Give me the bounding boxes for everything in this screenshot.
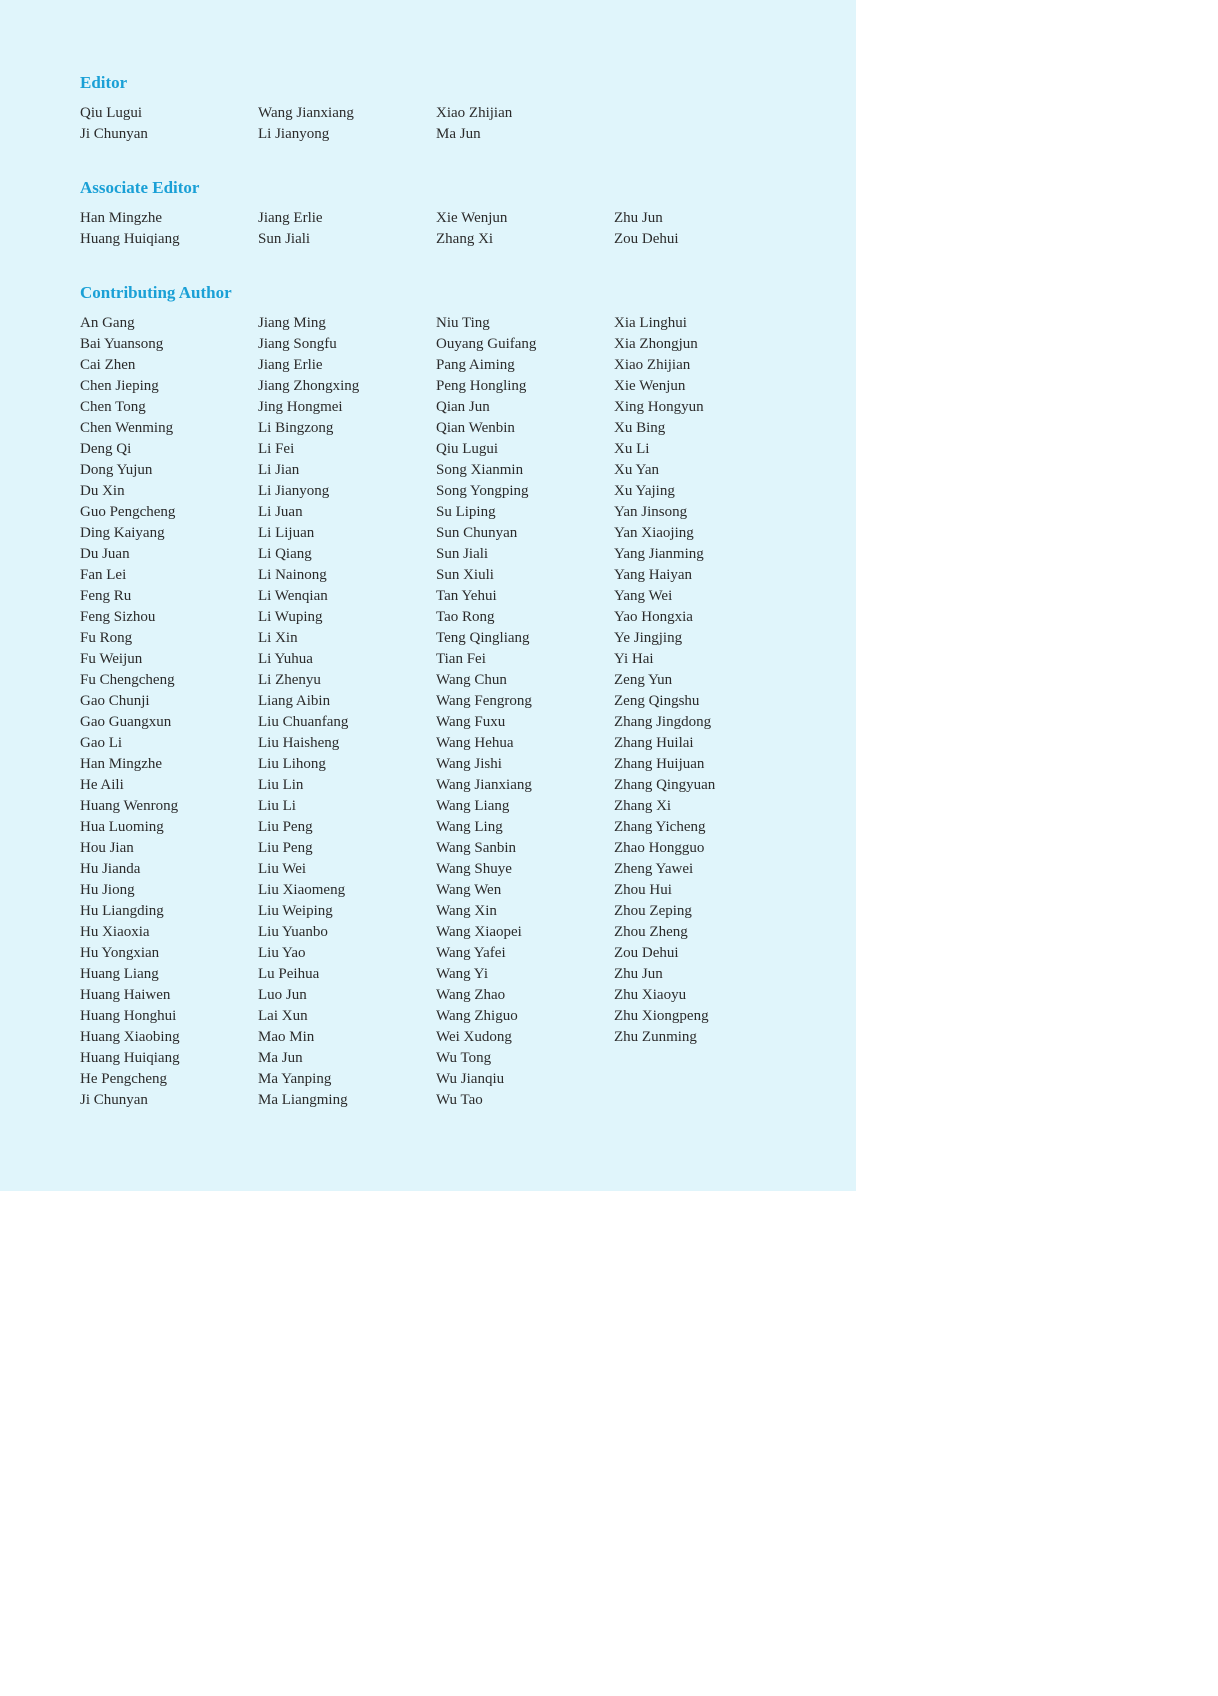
person-name: Zhang Xi: [614, 798, 672, 814]
person-name: Li Qiang: [258, 546, 312, 562]
person-name: Fu Rong: [80, 630, 133, 646]
person-name: Wu Tao: [436, 1092, 483, 1108]
person-name: Xu Li: [614, 441, 650, 457]
person-name: Huang Haiwen: [80, 987, 171, 1003]
section-title-editor: Editor: [80, 73, 128, 92]
person-name: Xie Wenjun: [614, 378, 686, 394]
person-name: Wang Fuxu: [436, 714, 506, 730]
person-name: Hua Luoming: [80, 819, 164, 835]
person-name: Ye Jingjing: [614, 630, 683, 646]
person-name: Liu Yao: [258, 945, 306, 961]
person-name: Zeng Yun: [614, 672, 673, 688]
person-name: Zhang Yicheng: [614, 819, 706, 835]
person-name: Wu Jianqiu: [436, 1071, 505, 1087]
person-name: Bai Yuansong: [80, 336, 164, 352]
person-name: Zou Dehui: [614, 231, 679, 247]
person-name: Liu Chuanfang: [258, 714, 349, 730]
person-name: Yan Jinsong: [614, 504, 688, 520]
person-name: Yang Jianming: [614, 546, 704, 562]
person-name: An Gang: [80, 315, 135, 331]
person-name: Feng Sizhou: [80, 609, 156, 625]
person-name: Yao Hongxia: [614, 609, 693, 625]
person-name: Zhu Jun: [614, 210, 663, 226]
person-name: Jiang Songfu: [258, 336, 337, 352]
person-name: Wang Yi: [436, 966, 488, 982]
person-name: Han Mingzhe: [80, 756, 163, 772]
person-name: Peng Hongling: [436, 378, 527, 394]
person-name: Li Jianyong: [258, 126, 330, 142]
person-name: Fu Weijun: [80, 651, 143, 667]
person-name: Pang Aiming: [436, 357, 515, 373]
person-name: Li Jianyong: [258, 483, 330, 499]
person-name: Huang Huiqiang: [80, 1050, 180, 1066]
person-name: Hu Liangding: [80, 903, 164, 919]
person-name: Qian Wenbin: [436, 420, 515, 436]
person-name: Luo Jun: [258, 987, 307, 1003]
person-name: Li Xin: [258, 630, 298, 646]
person-name: Tian Fei: [436, 651, 486, 667]
person-name: Xia Zhongjun: [614, 336, 698, 352]
section-title-associate-editor: Associate Editor: [80, 178, 200, 197]
contributing-author-names-grid: [80, 313, 792, 1111]
person-name: Huang Huiqiang: [80, 231, 180, 247]
person-name: Du Xin: [80, 483, 125, 499]
person-name: Liu Wei: [258, 861, 307, 877]
person-name: Liu Peng: [258, 819, 313, 835]
person-name: Liu Peng: [258, 840, 313, 856]
person-name: Qiu Lugui: [80, 105, 143, 121]
person-name: Zhang Qingyuan: [614, 777, 716, 793]
person-name: Ding Kaiyang: [80, 525, 165, 541]
person-name: Wang Shuye: [436, 861, 512, 877]
person-name: Wang Jianxiang: [258, 105, 354, 121]
person-name: Huang Liang: [80, 966, 159, 982]
person-name: He Aili: [80, 777, 124, 793]
person-name: Hou Jian: [80, 840, 134, 856]
person-name: Li Zhenyu: [258, 672, 321, 688]
person-name: Zhu Zunming: [614, 1029, 697, 1045]
person-name: He Pengcheng: [80, 1071, 168, 1087]
person-name: Xu Yajing: [614, 483, 675, 499]
person-name: Xie Wenjun: [436, 210, 508, 226]
person-name: Liu Xiaomeng: [258, 882, 346, 898]
person-name: Ma Jun: [436, 126, 481, 142]
person-name: Lu Peihua: [258, 966, 320, 982]
person-name: Xiao Zhijian: [436, 105, 513, 121]
person-name: Ma Liangming: [258, 1092, 348, 1108]
person-name: Zhang Huilai: [614, 735, 694, 751]
person-name: Zhou Zheng: [614, 924, 688, 940]
person-name: Du Juan: [80, 546, 130, 562]
person-name: Zhang Jingdong: [614, 714, 712, 730]
person-name: Xu Bing: [614, 420, 666, 436]
person-name: Zhu Xiongpeng: [614, 1008, 709, 1024]
person-name: Jing Hongmei: [258, 399, 343, 415]
person-name: Chen Jieping: [80, 378, 159, 394]
person-name: Yang Haiyan: [614, 567, 693, 583]
person-name: Feng Ru: [80, 588, 132, 604]
person-name: Mao Min: [258, 1029, 315, 1045]
person-name: Chen Tong: [80, 399, 146, 415]
person-name: Jiang Ming: [258, 315, 326, 331]
person-name: Han Mingzhe: [80, 210, 163, 226]
person-name: Yan Xiaojing: [614, 525, 694, 541]
associate-editor-section: [80, 177, 792, 250]
person-name: Li Yuhua: [258, 651, 313, 667]
person-name: Wang Ling: [436, 819, 503, 835]
person-name: Zeng Qingshu: [614, 693, 700, 709]
person-name: Wang Sanbin: [436, 840, 517, 856]
person-name: Jiang Zhongxing: [258, 378, 360, 394]
person-name: Li Bingzong: [258, 420, 334, 436]
person-name: Wang Liang: [436, 798, 510, 814]
person-name: Xia Linghui: [614, 315, 687, 331]
person-name: Liu Weiping: [258, 903, 333, 919]
person-name: Hu Jiong: [80, 882, 135, 898]
person-name: Sun Jiali: [258, 231, 311, 247]
person-name: Li Wenqian: [258, 588, 328, 604]
person-name: Qiu Lugui: [436, 441, 499, 457]
person-name: Sun Chunyan: [436, 525, 518, 541]
person-name: Wu Tong: [436, 1050, 492, 1066]
person-name: Tao Rong: [436, 609, 495, 625]
person-name: Zhu Xiaoyu: [614, 987, 687, 1003]
person-name: Su Liping: [436, 504, 496, 520]
person-name: Liu Li: [258, 798, 296, 814]
person-name: Ma Jun: [258, 1050, 303, 1066]
editor-section: [80, 72, 792, 145]
person-name: Wang Jianxiang: [436, 777, 532, 793]
person-name: Lai Xun: [258, 1008, 308, 1024]
person-name: Sun Jiali: [436, 546, 489, 562]
person-name: Zhou Zeping: [614, 903, 692, 919]
associate-editor-names-grid: [80, 208, 792, 250]
person-name: Wang Zhao: [436, 987, 506, 1003]
person-name: Ouyang Guifang: [436, 336, 537, 352]
person-name: Wang Wen: [436, 882, 502, 898]
person-name: Zhang Xi: [436, 231, 494, 247]
person-name: Tan Yehui: [436, 588, 497, 604]
section-title-contributing-author: Contributing Author: [80, 283, 232, 302]
person-name: Gao Chunji: [80, 693, 150, 709]
person-name: Ji Chunyan: [80, 126, 148, 142]
person-name: Hu Yongxian: [80, 945, 160, 961]
person-name: Hu Jianda: [80, 861, 141, 877]
person-name: Xing Hongyun: [614, 399, 704, 415]
person-name: Teng Qingliang: [436, 630, 530, 646]
person-name: Wang Hehua: [436, 735, 514, 751]
person-name: Li Wuping: [258, 609, 323, 625]
person-name: Guo Pengcheng: [80, 504, 176, 520]
person-name: Liu Yuanbo: [258, 924, 328, 940]
person-name: Hu Xiaoxia: [80, 924, 150, 940]
editor-names-grid: [80, 103, 792, 145]
person-name: Li Lijuan: [258, 525, 315, 541]
person-name: Yang Wei: [614, 588, 673, 604]
person-name: Fu Chengcheng: [80, 672, 175, 688]
person-name: Ji Chunyan: [80, 1092, 148, 1108]
person-name: Jiang Erlie: [258, 357, 323, 373]
person-name: Liu Haisheng: [258, 735, 340, 751]
person-name: Wang Yafei: [436, 945, 506, 961]
person-name: Ma Yanping: [258, 1071, 332, 1087]
person-name: Huang Wenrong: [80, 798, 179, 814]
person-name: Zhao Hongguo: [614, 840, 705, 856]
person-name: Song Xianmin: [436, 462, 524, 478]
person-name: Huang Honghui: [80, 1008, 177, 1024]
person-name: Li Fei: [258, 441, 295, 457]
person-name: Zheng Yawei: [614, 861, 694, 877]
person-name: Zhou Hui: [614, 882, 672, 898]
person-name: Jiang Erlie: [258, 210, 323, 226]
person-name: Li Jian: [258, 462, 300, 478]
person-name: Xiao Zhijian: [614, 357, 691, 373]
person-name: Li Juan: [258, 504, 303, 520]
person-name: Yi Hai: [614, 651, 654, 667]
person-name: Xu Yan: [614, 462, 660, 478]
person-name: Liu Lihong: [258, 756, 326, 772]
person-name: Zou Dehui: [614, 945, 679, 961]
person-name: Niu Ting: [436, 315, 490, 331]
person-name: Wang Zhiguo: [436, 1008, 518, 1024]
person-name: Li Nainong: [258, 567, 327, 583]
person-name: Qian Jun: [436, 399, 490, 415]
contributors-panel: [0, 0, 856, 1191]
person-name: Wei Xudong: [436, 1029, 512, 1045]
person-name: Fan Lei: [80, 567, 127, 583]
person-name: Wang Jishi: [436, 756, 502, 772]
person-name: Gao Guangxun: [80, 714, 172, 730]
person-name: Sun Xiuli: [436, 567, 494, 583]
person-name: Chen Wenming: [80, 420, 174, 436]
person-name: Cai Zhen: [80, 357, 136, 373]
person-name: Liang Aibin: [258, 693, 331, 709]
person-name: Zhang Huijuan: [614, 756, 705, 772]
person-name: Zhu Jun: [614, 966, 663, 982]
person-name: Wang Xiaopei: [436, 924, 522, 940]
person-name: Deng Qi: [80, 441, 132, 457]
person-name: Liu Lin: [258, 777, 304, 793]
person-name: Wang Xin: [436, 903, 497, 919]
person-name: Gao Li: [80, 735, 123, 751]
person-name: Wang Fengrong: [436, 693, 532, 709]
person-name: Huang Xiaobing: [80, 1029, 180, 1045]
contributing-author-section: [80, 282, 792, 1111]
person-name: Song Yongping: [436, 483, 529, 499]
person-name: Wang Chun: [436, 672, 507, 688]
person-name: Dong Yujun: [80, 462, 153, 478]
